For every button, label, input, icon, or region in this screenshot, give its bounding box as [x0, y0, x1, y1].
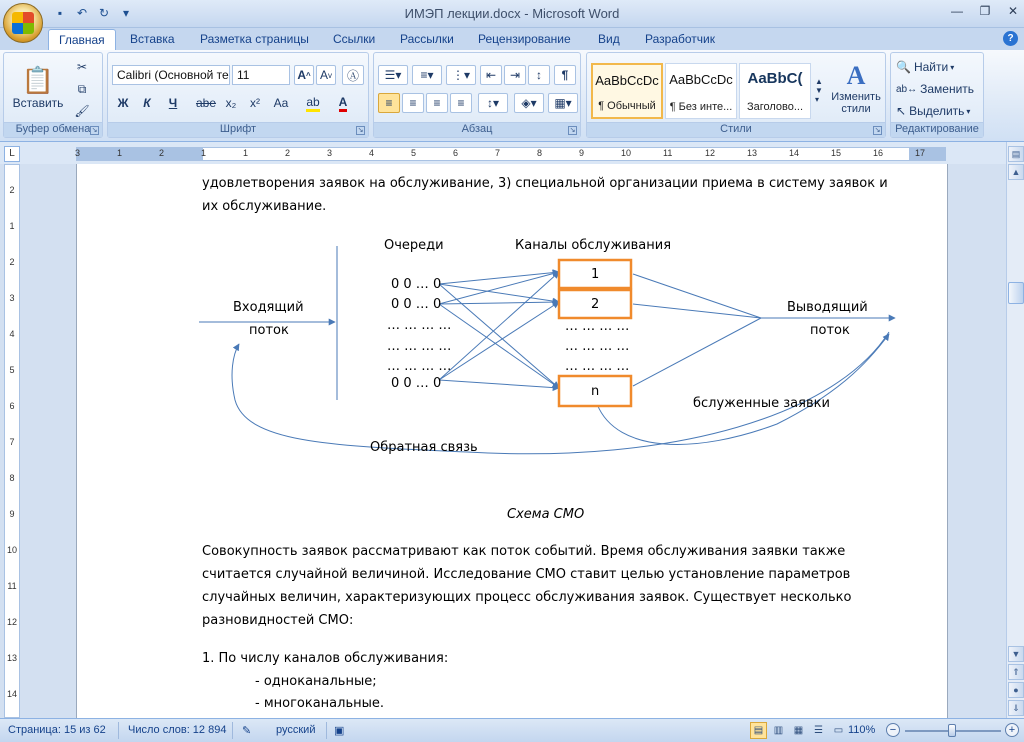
outline-icon[interactable]: ☰	[814, 725, 823, 736]
decrease-indent-icon[interactable]: ⇤	[480, 65, 502, 85]
scroll-up-icon[interactable]: ▲	[1008, 164, 1024, 180]
scroll-thumb[interactable]	[1008, 282, 1024, 304]
select-icon: ↖	[896, 104, 907, 118]
tab-selector-icon[interactable]: L	[4, 146, 20, 162]
window-controls	[950, 4, 1020, 18]
ruler-number: 1	[9, 221, 15, 231]
help-icon[interactable]: ?	[1003, 31, 1018, 46]
window-title: ИМЭП лекции.docx - Microsoft Word	[404, 6, 620, 21]
ruler-number: 3	[327, 148, 333, 158]
horizontal-ruler[interactable]	[76, 147, 946, 161]
line-spacing-icon[interactable]: ↕▾	[478, 93, 508, 113]
vertical-scrollbar[interactable]	[1006, 142, 1024, 718]
numbering-icon[interactable]: ≡▾	[412, 65, 442, 85]
office-logo-icon	[12, 12, 34, 34]
ruler-number: 11	[663, 148, 673, 158]
style-sample: AaBbCcDc	[595, 73, 659, 88]
group-styles	[586, 52, 886, 138]
status-divider	[232, 722, 233, 739]
ruler-number: 12	[705, 148, 716, 158]
body-line: случайных величин, характеризующих процесс обслуживания заявок. Существует несколько	[202, 590, 852, 605]
clipboard-icon: 📋	[21, 64, 55, 95]
styles-launcher-icon[interactable]: ↘	[874, 127, 881, 134]
status-divider	[326, 722, 327, 739]
macro-icon[interactable]: ▣	[334, 725, 345, 737]
replace-icon: ab↔	[896, 83, 918, 95]
close-icon[interactable]: ✕	[1007, 4, 1019, 18]
ruler-number: 16	[873, 148, 884, 158]
queue-row: 0 0 … 0	[391, 297, 442, 312]
zoom-level[interactable]: 110%	[848, 724, 876, 736]
scroll-down-icon[interactable]: ▼	[1008, 646, 1024, 662]
next-page-icon[interactable]: ⇓	[1008, 700, 1024, 716]
list-item: - одноканальные;	[255, 674, 377, 689]
print-layout-icon[interactable]: ▤	[750, 722, 767, 739]
group-paragraph	[373, 52, 581, 138]
tab-developer[interactable]: Разработчик	[645, 32, 715, 46]
ruler-number: 2	[9, 257, 15, 267]
ruler-number: 3	[75, 148, 81, 158]
copy-icon[interactable]: ⧉	[77, 81, 87, 96]
font-color-icon[interactable]: A	[330, 93, 356, 113]
incoming-label: Входящий	[233, 300, 304, 315]
save-icon[interactable]: ▪	[57, 6, 63, 20]
channel-dots: … … … …	[565, 319, 630, 334]
zoom-out-icon[interactable]: −	[886, 723, 900, 737]
ribbon-tabs	[0, 28, 1024, 50]
list-item: - многоканальные.	[255, 696, 385, 711]
outgoing-label: Выводящий	[787, 300, 868, 315]
body-line: удовлетворения заявок на обслуживание, 3) специальной организации приема в систему заявок и	[202, 176, 888, 191]
show-marks-icon[interactable]: ¶	[554, 65, 576, 85]
underline-button[interactable]: Ч	[168, 96, 178, 110]
queue-arrow	[439, 272, 559, 284]
ruler-number: 4	[369, 148, 375, 158]
web-layout-icon[interactable]: ▦	[793, 725, 804, 736]
align-left-icon[interactable]: ≡	[378, 93, 400, 113]
channels-label: Каналы обслуживания	[515, 238, 672, 253]
ruler-number: 5	[9, 365, 15, 375]
queue-row: 0 0 … 0	[391, 277, 442, 292]
ruler-number: 1	[201, 148, 207, 158]
zoom-in-icon[interactable]: +	[1005, 723, 1019, 737]
channel-dots: … … … …	[565, 359, 630, 374]
replace-label: Заменить	[920, 82, 975, 96]
queue-arrow	[439, 304, 559, 388]
channel-label: 1	[591, 267, 600, 282]
style-name: Заголово...	[746, 101, 804, 113]
styles-scroll-icon[interactable]: ▲ ▼ ▾	[815, 76, 823, 104]
output-line	[633, 318, 761, 386]
style-no-spacing[interactable]	[665, 63, 737, 119]
style-heading1[interactable]	[739, 63, 811, 119]
customize-qat-icon[interactable]: ▾	[122, 6, 130, 20]
channel-dots: … … … …	[565, 339, 630, 354]
group-editing	[890, 52, 984, 138]
status-divider	[118, 722, 119, 739]
cut-icon[interactable]: ✂	[76, 60, 88, 74]
ruler-number: 3	[9, 293, 15, 303]
font-name-field[interactable]: Calibri (Основной те	[112, 65, 230, 85]
ruler-number: 15	[831, 148, 842, 158]
increase-indent-icon[interactable]: ⇥	[504, 65, 526, 85]
tab-insert[interactable]: Вставка	[130, 32, 175, 46]
align-right-icon[interactable]: ≡	[426, 93, 448, 113]
ruler-number: 4	[9, 329, 15, 339]
group-clipboard	[3, 52, 103, 138]
served-requests-curve	[597, 334, 889, 444]
page-count[interactable]: Страница: 15 из 62	[8, 724, 106, 736]
channel-label: n	[591, 384, 600, 399]
change-case-button[interactable]: Aa	[273, 96, 289, 110]
bullets-icon[interactable]: ☰▾	[378, 65, 408, 85]
shading-icon[interactable]: ◈▾	[514, 93, 544, 113]
ribbon	[0, 50, 1024, 142]
clear-format-icon[interactable]: Ⓐ	[342, 65, 364, 85]
replace-button[interactable]	[895, 79, 981, 99]
body-line: считается случайной величиной. Исследование СМО ставит целью установление параметров	[202, 567, 851, 582]
ruler-left-margin	[77, 148, 203, 160]
ruler-number: 1	[117, 148, 123, 158]
font-launcher-icon[interactable]: ↘	[357, 127, 364, 134]
paste-label: Вставить	[12, 95, 64, 110]
find-icon: 🔍	[896, 60, 911, 74]
group-font	[107, 52, 369, 138]
select-label: Выделить	[909, 104, 965, 118]
list-heading: 1. По числу каналов обслуживания:	[202, 651, 449, 666]
style-sample: AaBbCcDc	[669, 72, 733, 87]
queue-row: 0 0 … 0	[391, 376, 442, 391]
highlight-icon[interactable]: ab	[300, 93, 326, 113]
spelling-icon[interactable]: ✎	[242, 725, 252, 737]
queue-arrow	[439, 302, 559, 304]
align-center-icon[interactable]: ≡	[402, 93, 424, 113]
queue-arrow	[439, 380, 559, 388]
title-bar	[0, 0, 1024, 28]
browse-object-icon[interactable]: ●	[1008, 682, 1024, 698]
font-size-field[interactable]: 11	[232, 65, 290, 85]
undo-icon[interactable]: ↶	[76, 6, 88, 20]
group-label-styles: Стили	[587, 122, 885, 137]
ruler-area	[0, 142, 1024, 164]
ruler-number: 14	[6, 689, 17, 699]
paste-button[interactable]	[10, 57, 66, 117]
document-area	[0, 164, 1006, 718]
ruler-number: 7	[495, 148, 501, 158]
ruler-number: 2	[159, 148, 165, 158]
ruler-number: 10	[621, 148, 632, 158]
prev-page-icon[interactable]: ⇑	[1008, 664, 1024, 680]
queue-row: … … … …	[387, 339, 452, 354]
style-name: ¶ Обычный	[598, 100, 656, 112]
ruler-number: 9	[579, 148, 585, 158]
ruler-number: 12	[6, 617, 17, 627]
body-line: их обслуживание.	[202, 199, 327, 214]
ruler-number: 6	[9, 401, 15, 411]
queues-label: Очереди	[384, 238, 444, 253]
incoming-label: поток	[249, 323, 289, 338]
word-count[interactable]: Число слов: 12 894	[128, 724, 227, 736]
office-button[interactable]	[3, 3, 43, 43]
borders-icon[interactable]: ▦▾	[548, 93, 578, 113]
ruler-number: 14	[789, 148, 800, 158]
figure-caption: Схема СМО	[507, 507, 585, 522]
language[interactable]: русский	[276, 724, 316, 736]
vertical-ruler[interactable]	[4, 164, 20, 718]
tab-view[interactable]: Вид	[598, 32, 620, 46]
body-line: разновидностей СМО:	[202, 613, 354, 628]
style-sample: AaBbC(	[747, 70, 803, 87]
change-styles-icon: A	[846, 61, 866, 90]
ruler-number: 2	[285, 148, 291, 158]
grow-font-icon[interactable]: A ^	[294, 65, 314, 85]
tab-home[interactable]: Главная	[48, 29, 116, 51]
tab-page-layout[interactable]: Разметка страницы	[200, 32, 309, 46]
minimize-icon[interactable]: —	[951, 4, 963, 18]
tab-mailings[interactable]: Рассылки	[400, 32, 454, 46]
document-page[interactable]	[76, 164, 948, 718]
view-ruler-icon[interactable]: ▤	[1008, 146, 1024, 162]
ruler-number: 11	[7, 581, 17, 591]
strikethrough-button[interactable]: abe	[195, 96, 217, 110]
ruler-number: 2	[9, 185, 15, 195]
group-label-paragraph: Абзац	[374, 122, 580, 137]
draft-icon[interactable]: ▭	[833, 725, 844, 736]
paragraph-launcher-icon[interactable]: ↘	[569, 127, 576, 134]
shrink-font-icon[interactable]: A v	[316, 65, 336, 85]
italic-button[interactable]: К	[143, 96, 151, 110]
ruler-number: 6	[453, 148, 459, 158]
queue-arrow	[439, 302, 559, 380]
superscript-button[interactable]: x²	[250, 96, 260, 110]
ruler-number: 17	[915, 148, 926, 158]
queue-row: … … … …	[387, 359, 452, 374]
queue-row: … … … …	[387, 318, 452, 333]
clipboard-launcher-icon[interactable]: ↘	[91, 127, 98, 134]
zoom-slider-knob[interactable]	[948, 724, 956, 737]
format-painter-icon[interactable]: 🖌	[74, 104, 90, 118]
redo-icon[interactable]: ↻	[98, 6, 110, 20]
outgoing-label: поток	[810, 323, 850, 338]
ruler-number: 13	[6, 653, 17, 663]
sort-icon[interactable]: ↕	[528, 65, 550, 85]
multilevel-list-icon[interactable]: ⋮▾	[446, 65, 476, 85]
body-line: Совокупность заявок рассматривают как поток событий. Время обслуживания заявки также	[202, 544, 846, 559]
change-styles-button[interactable]	[827, 57, 885, 119]
ruler-number: 7	[9, 437, 15, 447]
maximize-icon[interactable]: ❐	[979, 4, 991, 18]
channel-label: 2	[591, 297, 600, 312]
ruler-number: 8	[537, 148, 543, 158]
tab-references[interactable]: Ссылки	[333, 32, 376, 46]
style-name: ¶ Без инте...	[669, 101, 733, 113]
ruler-number: 8	[9, 473, 15, 483]
ruler-number: 1	[243, 148, 249, 158]
full-screen-reading-icon[interactable]: ▥	[773, 725, 784, 736]
tab-review[interactable]: Рецензирование	[478, 32, 571, 46]
select-button[interactable]: ↖ Выделить ▾	[896, 104, 971, 118]
served-requests-label: бслуженные заявки	[693, 396, 830, 411]
ruler-number: 5	[411, 148, 417, 158]
feedback-label: Обратная связь	[370, 440, 478, 455]
style-normal[interactable]	[591, 63, 663, 119]
find-button[interactable]: 🔍 Найти ▾	[896, 60, 955, 74]
ruler-number: 9	[9, 509, 15, 519]
justify-icon[interactable]: ≡	[450, 93, 472, 113]
ruler-number: 13	[747, 148, 758, 158]
ruler-number: 10	[6, 545, 17, 555]
group-label-clipboard: Буфер обмена	[4, 122, 102, 137]
change-styles-label: Изменить стили	[831, 91, 881, 115]
find-label: Найти	[913, 60, 949, 74]
group-label-font: Шрифт	[108, 122, 368, 137]
group-label-editing: Редактирование	[891, 122, 983, 137]
bold-button[interactable]: Ж	[117, 96, 129, 110]
smo-diagram	[77, 224, 949, 544]
status-bar	[0, 718, 1024, 742]
subscript-button[interactable]: x₂	[225, 96, 237, 110]
